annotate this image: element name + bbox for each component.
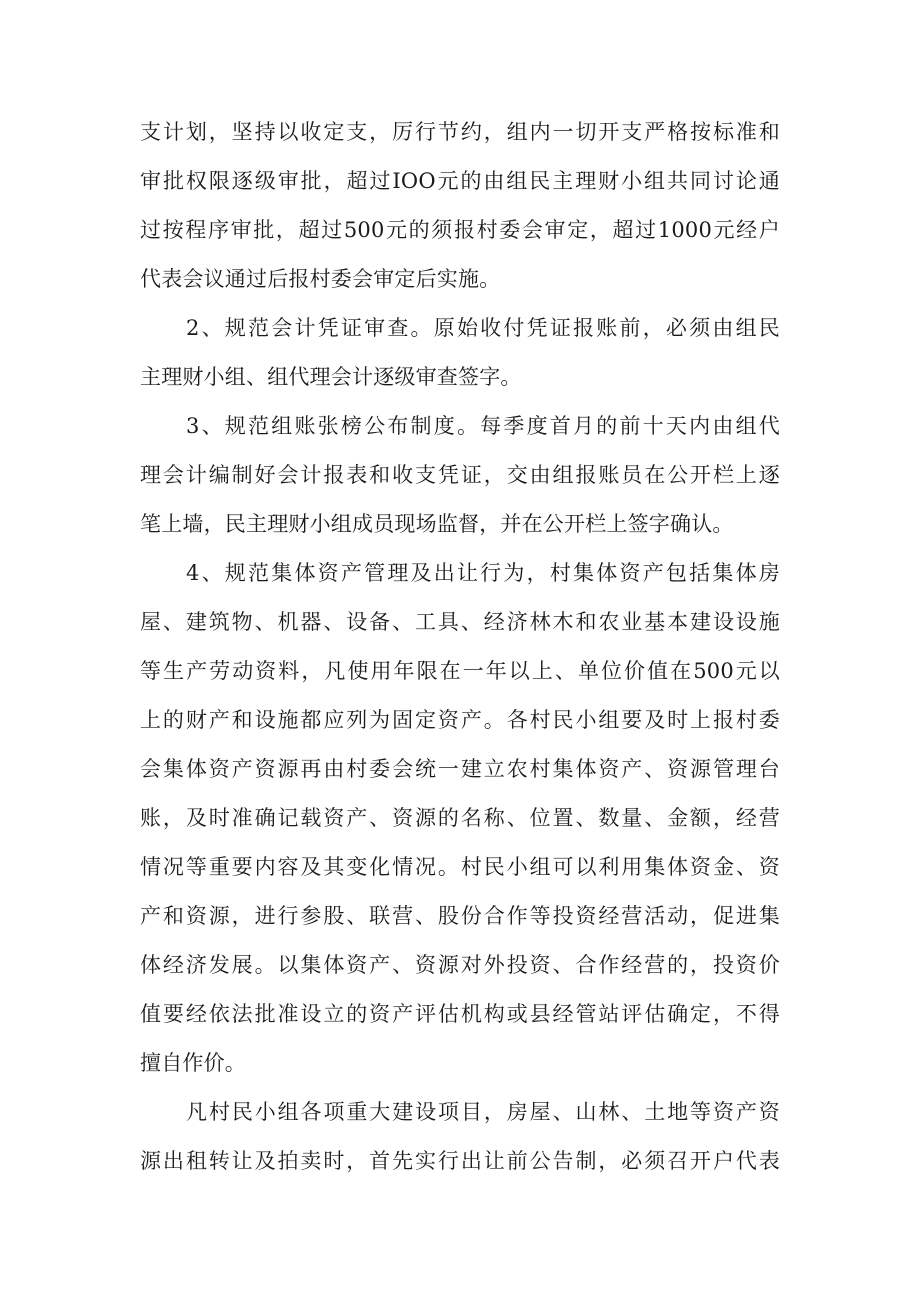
text-line: 源出租转让及拍卖时，首先实行出让前公告制，必须召开户代表 — [140, 1149, 780, 1173]
text-line: 产和资源，进行参股、联营、股份合作等投资经营活动，促进集 — [140, 904, 780, 928]
text-line: 主理财小组、组代理会计逐级审查签字。 — [140, 365, 522, 389]
text-line: 体经济发展。以集体资产、资源对外投资、合作经营的，投资价 — [140, 953, 780, 977]
text-line: 擅自作价。 — [140, 1051, 246, 1075]
text-line: 支计划，坚持以收定支，厉行节约，组内一切开支严格按标准和 — [140, 120, 780, 144]
text-line: 凡村民小组各项重大建设项目，房屋、山林、土地等资产资 — [186, 1100, 780, 1124]
text-line: 上的财产和设施都应列为固定资产。各村民小组要及时上报村委 — [140, 708, 780, 732]
text-line: 理会计编制好会计报表和收支凭证，交由组报账员在公开栏上逐 — [140, 463, 780, 487]
text-line: 屋、建筑物、机器、设备、工具、经济林木和农业基本建设设施 — [140, 610, 780, 634]
text-line: 过按程序审批，超过500元的须报村委会审定，超过1000元经户 — [140, 218, 780, 242]
text-line: 4、规范集体资产管理及出让行为，村集体资产包括集体房 — [186, 561, 780, 585]
text-line: 会集体资产资源再由村委会统一建立农村集体资产、资源管理台 — [140, 757, 780, 781]
text-line: 3、规范组账张榜公布制度。每季度首月的前十天内由组代 — [186, 414, 780, 438]
text-line: 情况等重要内容及其变化情况。村民小组可以利用集体资金、资 — [140, 855, 780, 879]
text-line: 值要经依法批准设立的资产评估机构或县经管站评估确定，不得 — [140, 1002, 780, 1026]
text-line: 笔上墙，民主理财小组成员现场监督，并在公开栏上签字确认。 — [140, 512, 734, 536]
text-line: 代表会议通过后报村委会审定后实施。 — [140, 267, 501, 291]
text-line: 等生产劳动资料，凡使用年限在一年以上、单位价值在500元以 — [140, 659, 780, 683]
text-line: 账，及时准确记载资产、资源的名称、位置、数量、金额，经营 — [140, 806, 780, 830]
text-line: 审批权限逐级审批，超过IOO元的由组民主理财小组共同讨论通 — [140, 169, 780, 193]
text-line: 2、规范会计凭证审查。原始收付凭证报账前，必须由组民 — [186, 316, 780, 340]
